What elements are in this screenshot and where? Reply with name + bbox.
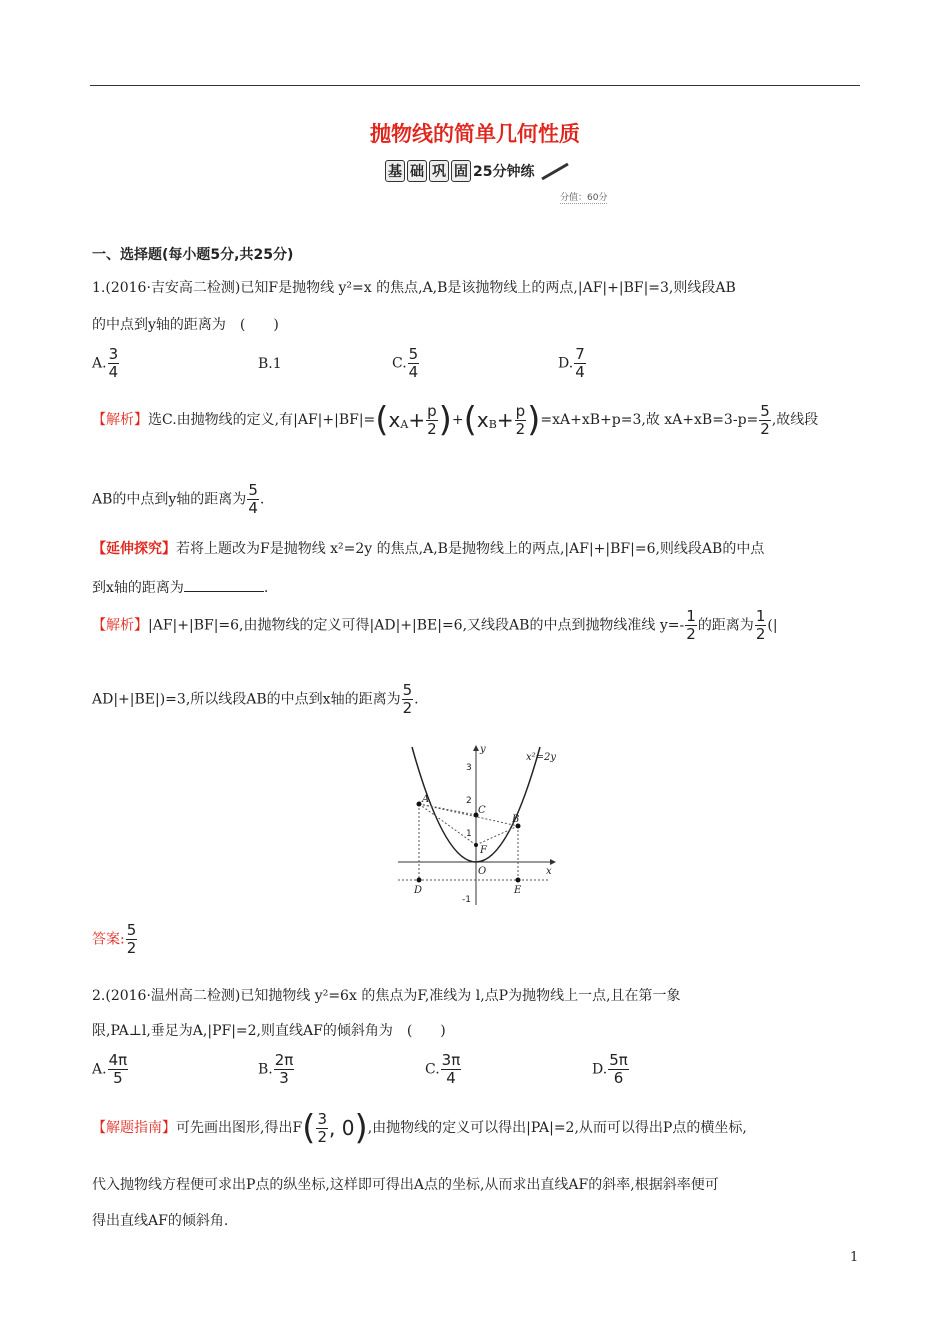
badge-char: 础	[407, 160, 427, 182]
frac-den: 4	[408, 363, 419, 381]
q2-line1: 2.(2016·温州高二检测)已知抛物线 y²=6x 的焦点为F,准线为 l,点P为抛物线上一点,且在第一象	[92, 988, 681, 1004]
q1-line1: 1.(2016·吉安高二检测)已知F是抛物线 y²=x 的焦点,A,B是该抛物线上的两点,|AF|+|BF|=3,则线段AB	[92, 280, 736, 296]
q2-guide-line3: 代入抛物线方程便可求出P点的纵坐标,这样即可得出A点的坐标,从而求出直线AF的斜率,根据斜率便可	[92, 1177, 719, 1193]
point-e	[516, 878, 521, 883]
answer-blank	[184, 577, 264, 592]
q2-guide: 【解题指南】可先画出图形,得出F( $\frac{3}{2}$ , 0),由抛物线的定义可以得出|PA|=2,从而可以得出P点的横坐标,	[92, 1108, 747, 1148]
badge-char: 固	[451, 160, 471, 182]
q2-guide-line4: 得出直线AF的倾斜角.	[92, 1213, 229, 1229]
point-label: F	[480, 845, 487, 856]
ext-solution-line2: AD|+|BE|)=3,所以线段AB的中点到x轴的距离为 $\frac{5}{2}$ .	[92, 681, 419, 717]
point-d	[417, 878, 422, 883]
tick-label: 2	[466, 796, 472, 806]
badge-time: 25分钟练	[473, 164, 535, 180]
solution-tag: 【解析】	[92, 617, 148, 634]
point-label: D	[414, 885, 423, 896]
segment-bf	[476, 826, 518, 845]
origin-label: O	[478, 866, 487, 877]
q2-option-d: D. $\frac{5\pi}{6}$	[592, 1051, 628, 1087]
badge-char: 基	[385, 160, 405, 182]
curve-equation: x²=2y	[526, 752, 557, 763]
frac-den: 4	[575, 363, 585, 381]
point-label: A	[422, 794, 430, 805]
header-rule	[90, 85, 860, 86]
ext-line2: 到x轴的距离为 .	[92, 577, 268, 597]
answer-label: 答案:	[92, 931, 125, 948]
point-label: E	[514, 885, 522, 896]
q1-solution: 【解析】选C.由抛物线的定义,有$|AF|+|BF|=(x_A+$ $\frac{p}{2}$ )$+(x_B+$ $\frac{p}{2}$ )=xA+xB+p=3,故 xA+xB=3-p= $\frac{5}{2}$ ,故线段	[92, 400, 819, 440]
q1-option-b: B.1	[258, 356, 282, 372]
score-label: 分值：60分	[560, 190, 607, 204]
ext-tag: 【延伸探究】	[92, 541, 176, 557]
point-label: B	[512, 814, 520, 825]
frac-den: 4	[108, 363, 119, 381]
ext-solution: 【解析】|AF|+|BF|=6,由抛物线的定义可得|AD|+|BE|=6,又线段AB的中点到抛物线准线 y=- $\frac{1}{2}$ 的距离为 $\frac{1}{2}$ (|	[92, 607, 778, 643]
guide-tag: 【解题指南】	[92, 1120, 176, 1136]
pen-icon	[542, 162, 569, 180]
point-f	[474, 843, 478, 847]
section-badge	[385, 160, 570, 182]
page-title: 抛物线的简单几何性质	[370, 122, 580, 146]
q2-line2: 限,PA⊥l,垂足为A,|PF|=2,则直线AF的倾斜角为 ( )	[92, 1023, 446, 1039]
q1-solution-line2: AB的中点到y轴的距离为 $\frac{5}{4}$ .	[92, 481, 265, 517]
answer: 答案: $\frac{5}{2}$	[92, 921, 137, 957]
solution-tag: 【解析】	[92, 412, 148, 428]
frac-num: 7	[575, 345, 585, 363]
frac-num: 3	[108, 345, 119, 363]
badge-char: 巩	[429, 160, 449, 182]
q2-option-a: A. $\frac{4\pi}{5}$	[92, 1051, 128, 1087]
q1-line2: 的中点到y轴的距离为 ( )	[92, 317, 279, 333]
axis-label: x	[546, 866, 552, 877]
section-heading: 一、选择题(每小题5分,共25分)	[92, 247, 294, 263]
frac-num: 5	[408, 345, 419, 363]
tick-label: -1	[462, 895, 471, 905]
q1-option-d: D. $\frac{7}{4}$	[558, 345, 585, 381]
segment-ab	[419, 804, 518, 826]
q1-option-c: C. $\frac{5}{4}$	[392, 345, 419, 381]
page-number: 1	[850, 1250, 859, 1265]
tick-label: 3	[466, 763, 472, 773]
axis-label: y	[480, 744, 486, 755]
tick-label: 1	[466, 829, 472, 839]
point-label: C	[478, 805, 486, 816]
ext-line1: 【延伸探究】若将上题改为F是抛物线 x²=2y 的焦点,A,B是抛物线上的两点,|AF|+|BF|=6,则线段AB的中点	[92, 541, 765, 557]
q2-option-b: B. $\frac{2\pi}{3}$	[258, 1051, 294, 1087]
parabola-figure	[390, 740, 565, 910]
point-a	[417, 802, 422, 807]
q1-option-a: A. $\frac{3}{4}$	[92, 345, 119, 381]
q2-option-c: C. $\frac{3\pi}{4}$	[425, 1051, 461, 1087]
